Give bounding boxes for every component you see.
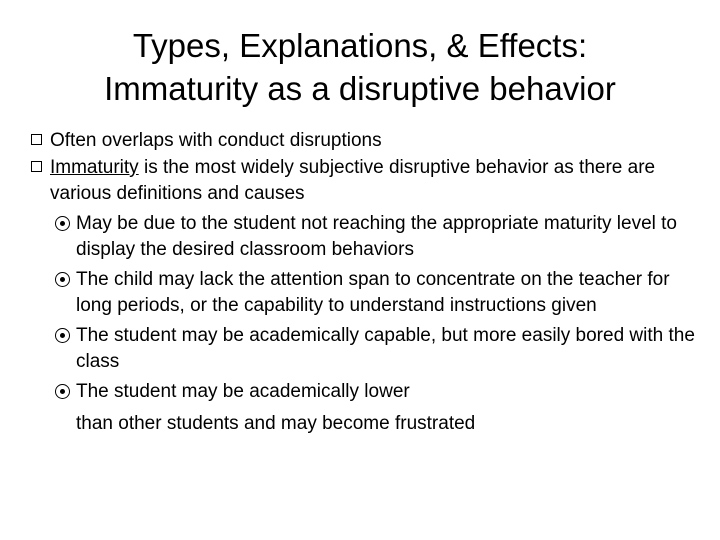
sub-bullet-item xyxy=(25,379,705,437)
sub-bullet-item xyxy=(25,267,705,319)
circle-dot-bullet-icon xyxy=(55,384,70,399)
bullet-item xyxy=(25,128,705,154)
sub-bullet-item xyxy=(25,323,705,375)
title-line-2: Immaturity as a disruptive behavior xyxy=(104,70,616,107)
circle-dot-bullet-icon xyxy=(55,272,70,287)
slide-body xyxy=(25,128,705,437)
sub-bullet-text: May be due to the student not reaching the appropriate maturity level to display the desired classroom behaviors xyxy=(76,213,677,260)
circle-dot-bullet-icon xyxy=(55,216,70,231)
bullet-text: is the most widely subjective disruptive behavior as there are various definitions and causes xyxy=(50,157,656,204)
slide-title xyxy=(40,24,680,110)
circle-dot-bullet-icon xyxy=(55,328,70,343)
square-bullet-icon xyxy=(31,161,42,172)
sub-bullet-text: The student may be academically capable, but more easily bored with the class xyxy=(76,325,695,372)
title-line-1: Types, Explanations, & Effects: xyxy=(132,27,588,64)
bullet-text: Often overlaps with conduct disruptions xyxy=(50,130,382,151)
sub-bullet-text: The child may lack the attention span to concentrate on the teacher for long periods, or the capability to understand instructions given xyxy=(76,269,670,316)
sub-bullet-item xyxy=(25,211,705,263)
sub-bullet-text-line-1: The student may be academically lower xyxy=(76,381,410,402)
bullet-term: Immaturity xyxy=(50,157,139,178)
sub-bullet-text-line-2: than other students and may become frustrated xyxy=(76,413,476,434)
square-bullet-icon xyxy=(31,134,42,145)
bullet-item xyxy=(25,155,705,207)
